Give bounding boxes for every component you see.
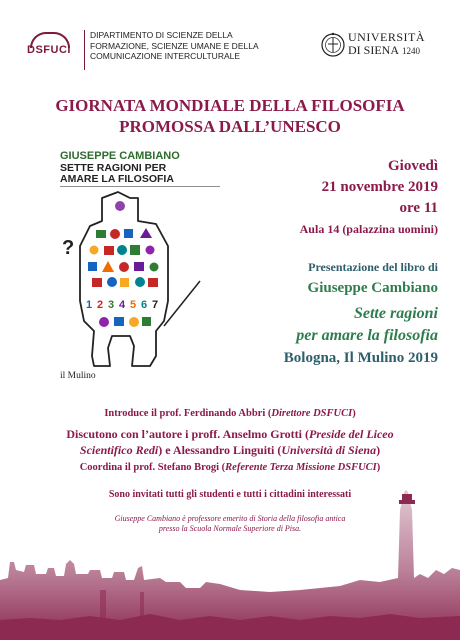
book-cover-illustration	[60, 186, 220, 368]
event-venue: Aula 14 (palazzina uomini)	[299, 222, 438, 236]
book-cover-number: 5	[130, 299, 137, 311]
university-city: DI SIENA	[348, 43, 399, 57]
header-divider	[84, 30, 85, 70]
dsfuci-logo-text: DSFUCI	[27, 44, 71, 56]
university-seal-icon	[320, 30, 346, 60]
book-cover-number: 1	[86, 299, 93, 311]
event-title-line1: GIORNATA MONDIALE DELLA FILOSOFIA	[55, 96, 405, 115]
book-cover-title-line1: SETTE RAGIONI PER	[60, 162, 167, 174]
event-time: ore 11	[399, 200, 438, 216]
event-title	[0, 95, 460, 137]
introducer-role: Direttore DSFUCI	[271, 408, 353, 419]
invitation-line: Sono invitati tutti gli studenti e tutti i cittadini interessati	[108, 489, 352, 500]
event-day: Giovedì	[387, 158, 438, 174]
university-name	[348, 31, 448, 58]
department-name-line: DIPARTIMENTO DI SCIENZE DELLA	[90, 30, 233, 40]
department-name	[90, 30, 260, 62]
department-name-line: COMUNICAZIONE INTERCULTURALE	[90, 51, 241, 61]
introducer-text: Introduce il prof. Ferdinando Abbri (	[104, 408, 272, 419]
presentation-author: Giuseppe Cambiano	[307, 280, 438, 296]
discussants-line2	[0, 443, 460, 458]
author-bio-line1: Giuseppe Cambiano è professore emerito di Storia della filosofia antica	[114, 514, 346, 523]
discussant1-role-part2: Scientifico Redi	[79, 443, 159, 457]
coordinator-text: Coordina il prof. Stefano Brogi (	[79, 462, 226, 473]
discussant1-role-part1: Preside del Liceo	[309, 427, 394, 441]
book-cover-title	[60, 163, 174, 185]
book-cover-number: 7	[152, 299, 159, 311]
book-cover	[60, 150, 220, 390]
discussants-line1	[0, 427, 460, 442]
coordinator-line	[0, 462, 460, 473]
book-cover-number: 6	[141, 299, 148, 311]
book-cover-author: GIUSEPPE CAMBIANO	[60, 150, 180, 162]
book-cover-number: 3	[108, 299, 115, 311]
discussants-middle: ) e Alessandro Linguiti (	[158, 443, 282, 457]
coordinator-suffix: )	[376, 462, 381, 473]
svg-text:?: ?	[62, 237, 75, 259]
discussants-text: Discutono con l’autore i proff. Anselmo Grotti (	[66, 427, 309, 441]
introducer-line	[0, 408, 460, 419]
event-date: 21 novembre 2019	[321, 179, 438, 195]
book-cover-publisher: il Mulino	[60, 371, 96, 381]
discussants-suffix: )	[376, 443, 381, 457]
event-title-line2: PROMOSSA DALL’UNESCO	[119, 117, 341, 136]
discussant2-role: Università di Siena	[281, 443, 377, 457]
department-name-line: FORMAZIONE, SCIENZE UMANE E DELLA	[90, 40, 259, 51]
presentation-intro: Presentazione del libro di	[308, 260, 438, 274]
book-cover-number: 2	[97, 299, 104, 311]
presentation-book-title-line2: per amare la filosofia	[296, 327, 438, 344]
book-cover-number: 4	[119, 299, 126, 311]
book-cover-title-line2: AMARE LA FILOSOFIA	[60, 173, 174, 185]
introducer-suffix: )	[352, 408, 356, 419]
coordinator-role: Referente Terza Missione DSFUCI	[225, 462, 377, 473]
dsfuci-logo	[18, 30, 80, 64]
presentation-publisher: Bologna, Il Mulino 2019	[283, 350, 438, 366]
university-year: 1240	[402, 46, 420, 56]
presentation-book-title-line1: Sette ragioni	[353, 305, 438, 322]
university-name-line1: UNIVERSITÀ	[348, 30, 425, 44]
author-bio-line2: presso la Scuola Normale Superiore di Pisa.	[158, 524, 302, 533]
university-name-line2	[348, 44, 448, 58]
